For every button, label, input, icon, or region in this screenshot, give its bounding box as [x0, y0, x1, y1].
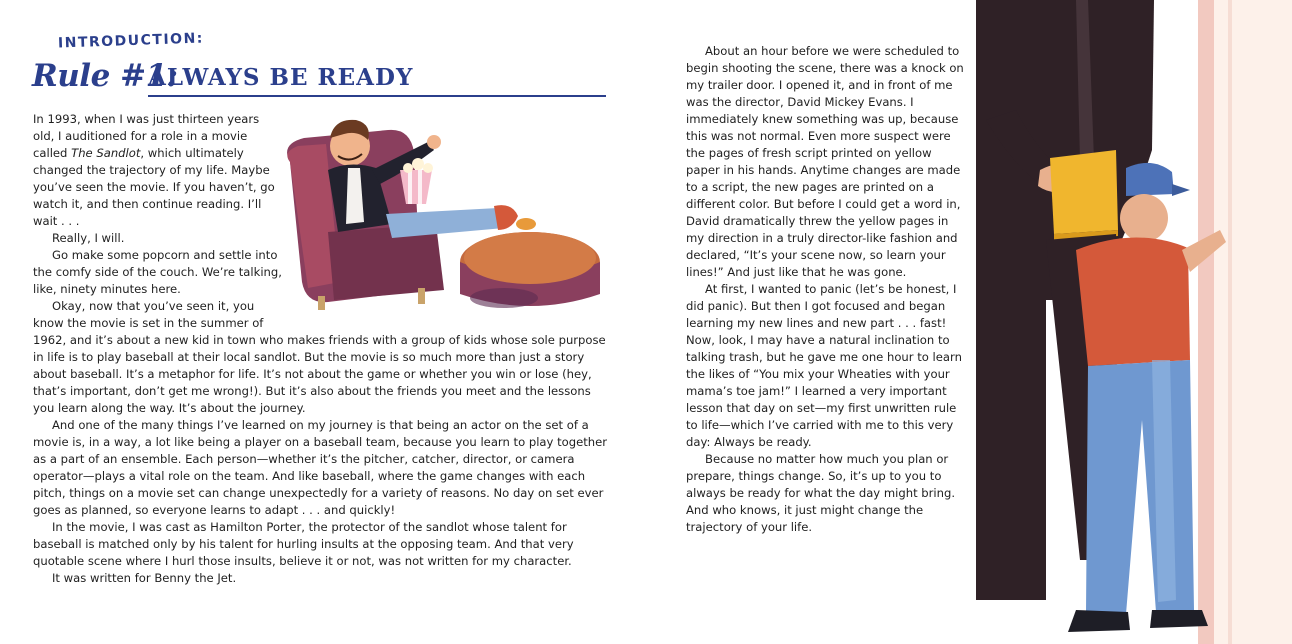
paragraph-3: Go make some popcorn and settle into the comfy side of the couch. We’re talking, like, ninety minutes here. — [33, 248, 282, 296]
paragraph-5: And one of the many things I’ve learned on my journey is that being an actor on the set of a movie is, in a way, a lot like being a player on a baseball team, because you learn to play together as a part of an ensemble. Each person—whether it’s the pitcher, catcher, director, or camera operator—plays a vital role on the team. And like baseball, where the game changes with each pitch, things on a movie set can change unexpectedly for a variety of reasons. No day on set ever goes as planned, so everyone learns to adapt . . . and quickly! — [33, 418, 607, 517]
rule-number-label: Rule #1: — [32, 58, 178, 94]
paragraph-1 — [33, 111, 283, 230]
intro-text-wide — [33, 332, 608, 587]
paragraph-7: It was written for Benny the Jet. — [52, 571, 237, 585]
paragraph-6: In the movie, I was cast as Hamilton Porter, the protector of the sandlot whose talent for baseball is matched only by his talent for hurling insults at the opposing team. And that very quotable scene where I hurl those insults, believe it or not, was not written for my character. — [33, 520, 574, 568]
paragraph-4-start: Okay, now that you’ve seen it, you know the movie is set in the summer of — [33, 299, 264, 330]
title-underline — [148, 95, 606, 97]
paragraph-2: Really, I will. — [52, 231, 125, 245]
paragraph-8: About an hour before we were scheduled to begin shooting the scene, there was a knock on my trailer door. I opened it, and in front of me was the director, David Mickey Evans. I immediately knew something was up, because this was not normal. Even more suspect were the pages of fresh script printed on yellow paper in his hands. Anytime changes are made to a script, the new pages are printed on a different color. But before I could get a word in, David dramatically threw the yellow pages in my direction in a truly director-like fashion and declared, “It’s your scene now, so learn your lines!” And just like that he was gone. — [686, 44, 964, 279]
paragraph-1-end: , which ultimately changed the trajectory of my life. Maybe you’ve seen the movie. If you haven’t, go watch it, and then continue reading. I’ll wait . . . — [33, 146, 275, 228]
story-text — [686, 43, 964, 536]
paragraph-9: At first, I wanted to panic (let’s be honest, I did panic). But then I got focused and began learning my new lines and new part . . . fast! Now, look, I may have a natural inclination to talking trash, but he gave me one hour to learn the likes of “You mix your Wheaties with your mama’s toe jam!” I learned a very important lesson that day on set—my first unwritten rule to life—which I’ve carried with me to this very day: Always be ready. — [686, 282, 962, 449]
intro-text-narrow — [33, 111, 283, 332]
rule-title: ALWAYS BE READY — [148, 64, 414, 91]
paragraph-4-end: 1962, and it’s about a new kid in town who makes friends with a group of kids whose sole purpose in life is to play baseball at their local sandlot. But the movie is so much more than just a story about baseball. It’s a metaphor for life. It’s not about the game or whether you win or lose (hey, that’s important, don’t get me wrong!). But it’s also about the friends you meet and the lessons you learn along the way. It’s about the journey. — [33, 333, 606, 415]
couch-popcorn-illustration — [268, 112, 602, 312]
paragraph-1-start: In 1993, when I was just thirteen years old, I auditioned for a role in a movie called — [33, 112, 260, 160]
chapter-kicker: INTRODUCTION: — [57, 30, 205, 52]
chapter-title — [32, 58, 606, 98]
movie-title: The Sandlot — [71, 146, 141, 160]
paragraph-10: Because no matter how much you plan or prepare, things change. So, it’s up to you to always be ready for what the day might bring. And who knows, it just might change the trajectory of your life. — [686, 452, 956, 534]
trailer-door-illustration — [976, 0, 1292, 644]
